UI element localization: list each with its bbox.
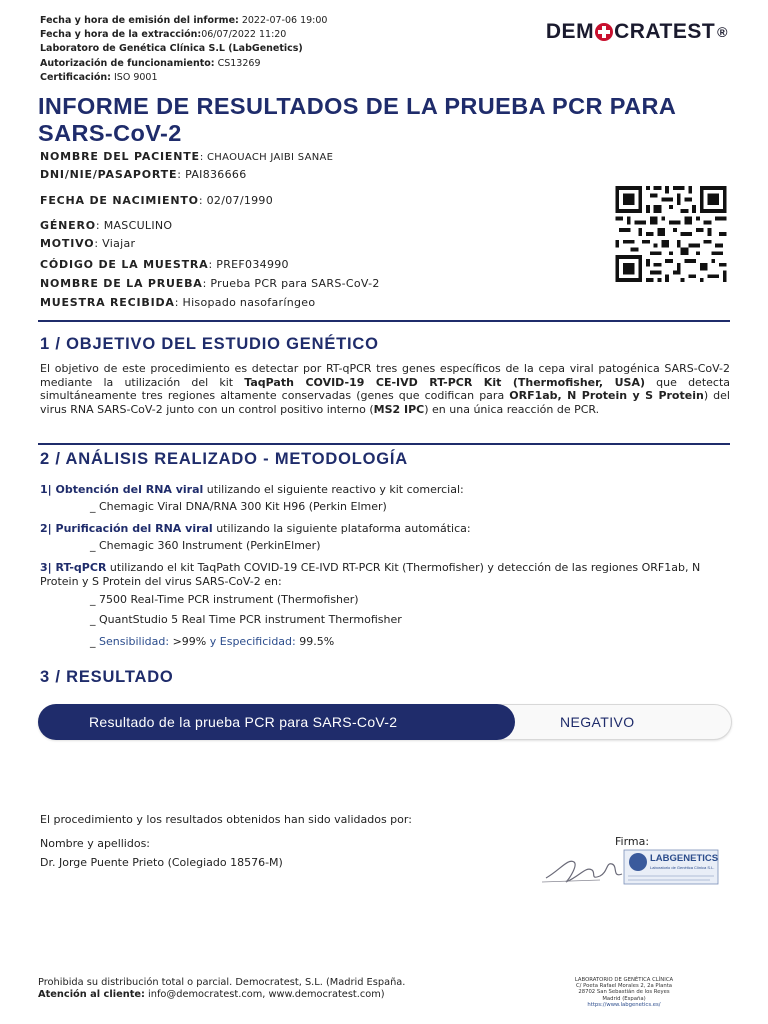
section-divider [38, 443, 730, 445]
objective-paragraph: El objetivo de este procedimiento es detectar por RT-qPCR tres genes específicos de la cepa viral patogénica SARS-CoV-2 mediante la utilización del kit TaqPath COVID-19 CE-IVD RT-PCR Kit (Thermofisher, USA) que detecta simultáneamente tres regiones altamente conservadas (genes que codifican para ORF1ab, N Protein y S Protein) del virus RNA SARS-CoV-2 junto con un control positivo interno (MS2 IPC) en una única reacción de PCR. [40, 362, 731, 416]
method-step-1: 1| Obtención del RNA viral utilizando el siguiente reactivo y kit comercial: [40, 483, 464, 496]
stamp-subtitle: Laboratorio de Genética Clínica S.L. [650, 865, 715, 870]
validator-name-label: Nombre y apellidos: [40, 837, 151, 850]
report-title: INFORME DE RESULTADOS DE LA PRUEBA PCR PARA SARS-CoV-2 [38, 93, 676, 146]
result-label: Resultado de la prueba PCR para SARS-CoV-2 [38, 704, 515, 740]
patient-dob-row: FECHA DE NACIMIENTO: 02/07/1990 [40, 194, 274, 207]
method-step-3: 3| RT-qPCR utilizando el kit TaqPath COVID-19 CE-IVD RT-PCR Kit (Thermofisher) y detección de las regiones ORF1ab, N Protein y S Protein del virus SARS-CoV-2 en: [40, 561, 701, 588]
section-3-heading: 3 / RESULTADO [40, 668, 174, 686]
patient-reason-row: MOTIVO: Viajar [40, 237, 136, 250]
method-step-1-item: _ Chemagic Viral DNA/RNA 300 Kit H96 (Perkin Elmer) [90, 500, 387, 513]
issue-date-line: Fecha y hora de emisión del informe: 2022-07-06 19:00 [40, 15, 328, 26]
patient-id-row: DNI/NIE/PASAPORTE: PAI836666 [40, 168, 247, 181]
section-2-heading: 2 / ANÁLISIS REALIZADO - METODOLOGÍA [40, 450, 408, 468]
democratest-logo: DEM CRATEST ® [545, 20, 728, 43]
test-name-row: NOMBRE DE LA PRUEBA: Prueba PCR para SARS-CoV-2 [40, 277, 380, 290]
lab-name-line: Laboratoro de Genética Clínica S.L (LabGenetics) [40, 43, 303, 55]
patient-name-row: NOMBRE DEL PACIENTE: CHAOUACH JAIBI SANAE [40, 150, 334, 163]
labgenetics-seal-icon [629, 853, 647, 871]
method-step-3-item-2: _ QuantStudio 5 Real Time PCR instrument Thermofisher [90, 613, 402, 626]
lab-address: LABORATORIO DE GENÉTICA CLÍNICA C/ Poeta Rafael Morales 2, 2a Planta 28702 San Sebastián de los Reyes Madrid (España) https://www.labgenetics.es/ [568, 977, 680, 1008]
validation-intro: El procedimiento y los resultados obtenidos han sido validados por: [40, 813, 412, 826]
result-value: NEGATIVO [560, 714, 635, 730]
signature-label: Firma: [615, 835, 650, 848]
sample-received-row: MUESTRA RECIBIDA: Hisopado nasofaríngeo [40, 296, 316, 309]
method-step-2: 2| Purificación del RNA viral utilizando la siguiente plataforma automática: [40, 522, 471, 535]
sample-code-row: CÓDIGO DE LA MUESTRA: PREF034990 [40, 258, 289, 271]
validator-name: Dr. Jorge Puente Prieto (Colegiado 18576-M) [40, 856, 283, 869]
sensitivity-specificity: _ Sensibilidad: >99% y Especificidad: 99.5% [90, 635, 335, 648]
extraction-date-line: Fecha y hora de la extracción:06/07/2022 11:20 [40, 29, 287, 41]
medical-cross-icon [595, 23, 613, 41]
authorization-line: Autorización de funcionamiento: CS13269 [40, 57, 261, 69]
stamp-brand: LABGENETICS [650, 853, 719, 864]
section-1-heading: 1 / OBJETIVO DEL ESTUDIO GENÉTICO [40, 335, 379, 353]
method-step-3-item-1: _ 7500 Real-Time PCR instrument (Thermofisher) [90, 593, 359, 606]
lab-website-link[interactable]: https://www.labgenetics.es/ [587, 1001, 661, 1008]
section-divider [38, 320, 730, 322]
handwritten-signature [546, 861, 622, 882]
qr-code-icon [614, 186, 728, 282]
signature-stamp [540, 848, 720, 888]
footer-legal: Prohibida su distribución total o parcial. Democratest, S.L. (Madrid España. Atención al cliente: info@democratest.com, www.democratest.com) [38, 977, 406, 1000]
report-metadata [40, 14, 327, 85]
certification-line: Certificación: ISO 9001 [40, 71, 158, 83]
method-step-2-item: _ Chemagic 360 Instrument (PerkinElmer) [90, 539, 321, 552]
patient-gender-row: GÉNERO: MASCULINO [40, 219, 173, 232]
